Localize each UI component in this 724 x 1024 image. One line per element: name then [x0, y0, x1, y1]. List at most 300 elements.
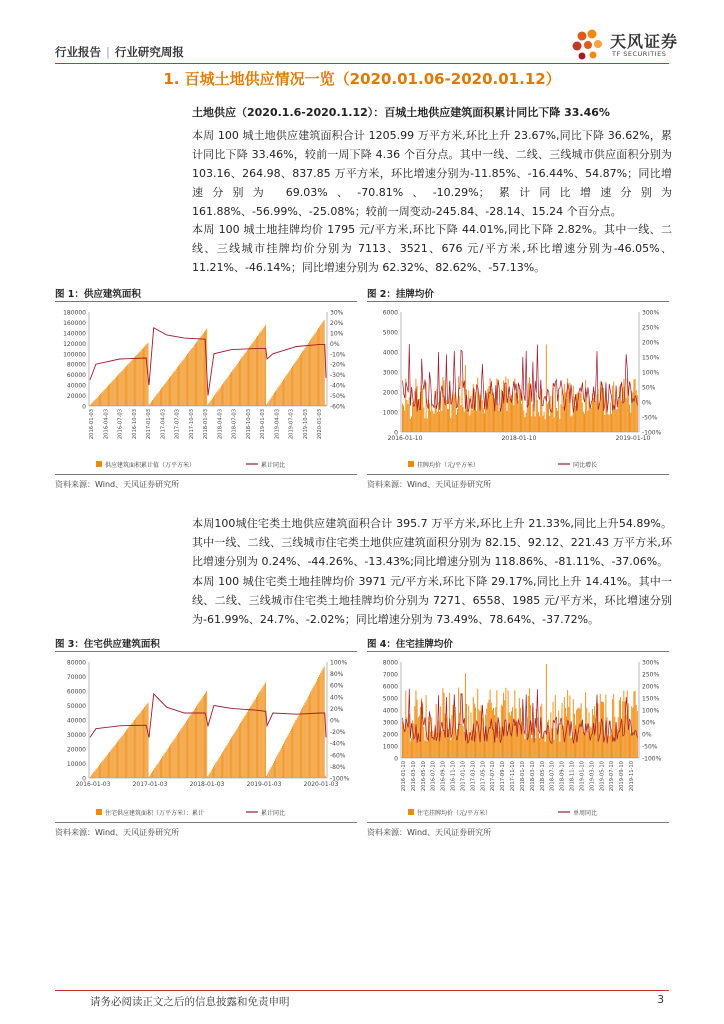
x-tick-label: 2017-11-10: [510, 761, 517, 792]
legend-label-bar: 挂牌均价（元/平方米）: [417, 462, 480, 469]
bar: [323, 668, 324, 778]
bar: [521, 404, 522, 432]
bar: [170, 745, 171, 778]
bar: [458, 376, 459, 432]
bar: [312, 688, 313, 778]
bar: [240, 723, 241, 778]
bar: [513, 405, 514, 432]
bar: [105, 389, 106, 406]
y-tick-label-right: 100%: [330, 659, 348, 667]
bar: [573, 699, 574, 758]
bar: [623, 691, 624, 758]
bar: [321, 323, 322, 406]
bar: [135, 719, 136, 778]
bar: [249, 347, 250, 406]
bar: [143, 708, 144, 778]
bar: [166, 382, 167, 406]
bar: [545, 742, 546, 758]
x-tick-label: 2017-01-03: [146, 409, 152, 440]
bar: [484, 413, 485, 432]
brand-name-en: TF SECURITIES: [612, 50, 667, 58]
bar: [92, 402, 93, 406]
bar: [160, 760, 161, 778]
bar: [135, 356, 136, 406]
bar: [245, 353, 246, 406]
bar: [510, 715, 511, 758]
bar: [270, 399, 271, 406]
bar: [123, 370, 124, 406]
footer-disclaimer: 请务必阅读正文之后的信息披露和免责申明: [90, 996, 290, 1008]
bar: [115, 378, 116, 406]
x-tick-label: 2019-03-10: [589, 761, 596, 792]
bar: [152, 771, 153, 778]
bar: [255, 339, 256, 406]
y-tick-label-right: -80%: [330, 763, 346, 771]
bar: [591, 727, 592, 758]
bar: [618, 717, 619, 758]
bar: [518, 401, 519, 432]
bar: [276, 757, 277, 778]
bar: [254, 701, 255, 778]
bar: [438, 403, 439, 432]
bar: [450, 418, 451, 432]
bar: [547, 404, 548, 432]
bar: [157, 765, 158, 778]
bar: [192, 348, 193, 406]
bar: [490, 378, 491, 432]
bar: [294, 363, 295, 406]
bar: [256, 697, 257, 778]
x-tick-label: 2019-01-10: [615, 435, 651, 442]
bar: [146, 344, 147, 406]
bar: [197, 704, 198, 778]
bar: [463, 726, 464, 758]
bar: [550, 712, 551, 758]
y-tick-label-left: 3000: [382, 719, 398, 727]
bar: [190, 350, 191, 406]
bar: [298, 716, 299, 778]
bar: [563, 406, 564, 432]
bar: [106, 388, 107, 406]
bar: [476, 731, 477, 758]
bar: [529, 377, 530, 432]
bar: [609, 415, 610, 432]
bar: [297, 360, 298, 406]
y-tick-label-right: -40%: [330, 740, 346, 748]
bar: [254, 341, 255, 406]
bar: [187, 354, 188, 406]
fig1-chart: [55, 304, 357, 474]
y-tick-label-right: 20%: [330, 319, 344, 327]
bar: [591, 408, 592, 432]
bar: [184, 724, 185, 778]
bar: [610, 403, 611, 432]
bar: [315, 684, 316, 778]
bar: [111, 749, 112, 778]
bar: [122, 371, 123, 406]
y-tick-label-left: 1000: [382, 409, 398, 417]
bar: [149, 776, 150, 778]
bar: [126, 366, 127, 406]
bar: [557, 411, 558, 432]
bar: [266, 404, 267, 406]
bar: [524, 739, 525, 758]
x-tick-label: 2016-01-03: [75, 781, 111, 788]
bar: [307, 345, 308, 406]
bar: [569, 695, 570, 758]
bar: [539, 738, 540, 758]
bar: [167, 750, 168, 778]
bar: [197, 341, 198, 406]
y-tick-label-right: 300%: [642, 659, 660, 667]
bar: [433, 414, 434, 432]
bar: [516, 393, 517, 432]
bar: [91, 404, 92, 406]
bar: [229, 375, 230, 406]
bar: [417, 700, 418, 758]
bar: [189, 351, 190, 406]
bar: [314, 686, 315, 778]
bar: [98, 396, 99, 406]
bar: [318, 677, 319, 778]
x-tick-label: 2018-09-10: [559, 761, 566, 792]
bar: [214, 765, 215, 778]
bar: [120, 372, 121, 406]
bar: [105, 758, 106, 778]
bar: [491, 388, 492, 432]
bar: [226, 380, 227, 406]
bar: [235, 367, 236, 406]
bar: [442, 377, 443, 432]
bar: [293, 365, 294, 406]
bar: [153, 770, 154, 778]
bar: [154, 397, 155, 406]
bar: [501, 705, 502, 758]
bar: [616, 410, 617, 432]
y-tick-label-left: 6000: [382, 683, 398, 691]
bar: [183, 726, 184, 778]
bar: [125, 732, 126, 778]
page-number: 3: [657, 994, 664, 1006]
bar: [232, 370, 233, 406]
y-tick-label-right: 0%: [642, 731, 652, 739]
bar: [215, 763, 216, 778]
bar: [161, 388, 162, 406]
bar: [236, 366, 237, 406]
bar: [140, 713, 141, 778]
bar: [281, 383, 282, 406]
bar: [177, 367, 178, 406]
x-tick-label: 2019-07-10: [609, 761, 616, 792]
bar: [613, 694, 614, 758]
bar: [233, 734, 234, 778]
bar: [277, 388, 278, 406]
bar: [130, 726, 131, 778]
x-tick-label: 2019-11-10: [629, 761, 635, 792]
bar: [178, 366, 179, 406]
bar: [265, 325, 266, 406]
x-tick-label: 2017-04-03: [160, 409, 167, 440]
bar: [292, 366, 293, 406]
bar: [145, 706, 146, 779]
bar: [224, 381, 225, 406]
bar: [441, 731, 442, 758]
bar: [240, 359, 241, 406]
bar: [187, 719, 188, 778]
bar: [627, 379, 628, 432]
bar: [233, 369, 234, 406]
bar: [424, 418, 425, 432]
y-tick-label-left: 40000: [66, 717, 86, 725]
bar: [228, 743, 229, 778]
x-tick-label: 2016-10-03: [131, 409, 138, 440]
fig4-title: 图 4：住宅挂牌均价: [367, 639, 453, 650]
bar: [184, 358, 185, 406]
x-tick-label: 2018-01-03: [189, 781, 225, 788]
x-tick-label: 2017-01-10: [460, 761, 467, 792]
bar: [528, 696, 529, 758]
bar: [250, 345, 251, 406]
bar: [320, 325, 321, 406]
bar: [181, 728, 182, 778]
bar: [228, 376, 229, 406]
x-tick-label: 2018-07-03: [231, 409, 238, 440]
bar: [158, 763, 159, 778]
bar: [404, 731, 405, 758]
bar: [409, 714, 410, 758]
bar: [402, 722, 403, 758]
bar: [251, 344, 252, 406]
bar: [560, 404, 561, 432]
bar: [145, 345, 146, 406]
bar: [623, 379, 624, 432]
bar: [100, 764, 101, 779]
bar: [231, 372, 232, 406]
bar: [320, 673, 321, 778]
bar: [263, 686, 264, 778]
bar: [205, 693, 206, 778]
y-tick-label-right: -10%: [330, 351, 346, 359]
bar: [634, 380, 635, 432]
bar: [406, 400, 407, 432]
bar: [130, 362, 131, 406]
bar: [134, 357, 135, 406]
bar: [522, 396, 523, 432]
bar: [107, 755, 108, 778]
y-tick-label-left: 140000: [63, 330, 86, 338]
fig2-top-rule: [367, 301, 669, 302]
bar: [612, 699, 613, 758]
bar: [227, 745, 228, 778]
bar: [242, 719, 243, 778]
report-header: [55, 44, 184, 60]
bar: [465, 673, 466, 758]
bar: [211, 771, 212, 778]
bar: [306, 701, 307, 778]
legend-swatch-bar: [96, 809, 102, 815]
bar: [268, 401, 269, 406]
bar: [150, 775, 151, 778]
bar: [149, 405, 150, 406]
y-tick-label-left: 20000: [66, 746, 86, 754]
bar: [244, 355, 245, 406]
bar: [318, 328, 319, 406]
x-tick-label: 2018-01-03: [203, 409, 209, 440]
brand-name-cn: 天风证券: [610, 32, 679, 51]
bar: [476, 411, 477, 432]
bar: [238, 362, 239, 406]
bar: [283, 379, 284, 406]
bar: [169, 746, 170, 778]
bar: [316, 681, 317, 778]
bar: [223, 750, 224, 778]
bar: [116, 377, 117, 406]
bar: [492, 394, 493, 432]
bar: [581, 389, 582, 432]
bar: [496, 690, 497, 758]
bar: [258, 334, 259, 406]
bar: [104, 759, 105, 778]
y-tick-label-right: -60%: [330, 752, 346, 760]
bar: [472, 410, 473, 432]
bar: [439, 412, 440, 432]
y-tick-label-left: 50000: [66, 703, 86, 710]
bar: [158, 393, 159, 406]
bar: [237, 728, 238, 778]
bar: [628, 703, 629, 758]
bar: [141, 711, 142, 778]
bar: [611, 414, 612, 432]
bar: [150, 403, 151, 406]
bar: [226, 747, 227, 778]
bar: [312, 336, 313, 406]
y-tick-label-right: 300%: [642, 309, 660, 317]
bar: [257, 695, 258, 778]
bar: [437, 412, 438, 432]
bar: [224, 749, 225, 778]
bar: [172, 373, 173, 406]
bar: [557, 731, 558, 758]
bar: [255, 699, 256, 778]
x-tick-label: 2017-05-10: [480, 761, 487, 792]
bar: [249, 708, 250, 778]
bar: [195, 708, 196, 778]
bar: [539, 416, 540, 432]
bar: [174, 372, 175, 406]
bar: [159, 391, 160, 406]
x-tick-label: 2016-04-03: [103, 409, 110, 440]
bar: [124, 368, 125, 406]
bar: [590, 726, 591, 758]
bar: [537, 717, 538, 758]
bar: [462, 381, 463, 432]
fig1-source: 资料来源：Wind、天风证券研究所: [55, 480, 180, 489]
bar: [267, 403, 268, 406]
bar: [216, 761, 217, 778]
bar: [202, 335, 203, 406]
bar: [537, 400, 538, 432]
fig3-svg: [55, 654, 357, 822]
y-tick-label-left: 10000: [66, 761, 86, 768]
bar: [144, 707, 145, 778]
y-tick-label-right: 0%: [330, 340, 340, 348]
section-title: 1. 百城土地供应情况一览（2020.01.06-2020.01.12）: [163, 70, 561, 88]
fig1-svg: [55, 304, 357, 474]
bar: [279, 752, 280, 778]
bar: [436, 389, 437, 432]
bar: [132, 723, 133, 778]
bar: [291, 729, 292, 778]
bar: [222, 384, 223, 406]
bar: [572, 737, 573, 758]
bar: [626, 715, 627, 758]
bar: [585, 380, 586, 432]
bar: [286, 375, 287, 406]
bar: [491, 703, 492, 758]
legend-label-bar: 住宅供应建筑面积（万平方米）：累计: [105, 810, 205, 817]
fig2-source: 资料来源：Wind、天风证券研究所: [367, 480, 492, 489]
bar: [566, 716, 567, 758]
bar: [308, 696, 309, 778]
bar: [501, 390, 502, 432]
bar: [571, 738, 572, 758]
bar: [583, 412, 584, 432]
bar: [95, 771, 96, 778]
y-tick-label-right: -40%: [330, 382, 346, 390]
bar: [600, 381, 601, 432]
bar: [134, 720, 135, 778]
bar: [430, 411, 431, 432]
bar: [593, 715, 594, 758]
bar: [568, 707, 569, 758]
bar: [556, 728, 557, 758]
bar: [469, 415, 470, 432]
bar: [272, 765, 273, 778]
bar: [310, 340, 311, 406]
x-tick-label: 2016-01-10: [387, 435, 423, 442]
bar: [280, 750, 281, 778]
bar: [593, 398, 594, 432]
bar: [262, 688, 263, 778]
bar: [264, 684, 265, 778]
bar: [290, 731, 291, 778]
bar: [117, 742, 118, 778]
bar: [608, 414, 609, 432]
bar: [206, 691, 207, 778]
bar: [284, 378, 285, 406]
bar: [189, 716, 190, 778]
y-tick-label-right: -100%: [642, 755, 662, 763]
bar: [556, 408, 557, 432]
legend-label-line: 单周同比: [573, 810, 598, 817]
bar: [569, 383, 570, 432]
bar: [253, 342, 254, 406]
bar: [529, 688, 530, 758]
x-tick-label: 2017-07-03: [174, 409, 181, 440]
bar: [423, 727, 424, 758]
bar: [309, 341, 310, 406]
x-tick-label: 2017-07-10: [490, 761, 497, 792]
bar: [109, 384, 110, 406]
y-tick-label-right: -60%: [330, 403, 346, 411]
bar: [93, 401, 94, 406]
bar: [127, 365, 128, 406]
bar: [296, 361, 297, 406]
bar: [288, 373, 289, 406]
bar: [566, 399, 567, 432]
y-tick-label-left: 70000: [66, 674, 86, 681]
x-tick-label: 2017-03-10: [470, 761, 477, 792]
